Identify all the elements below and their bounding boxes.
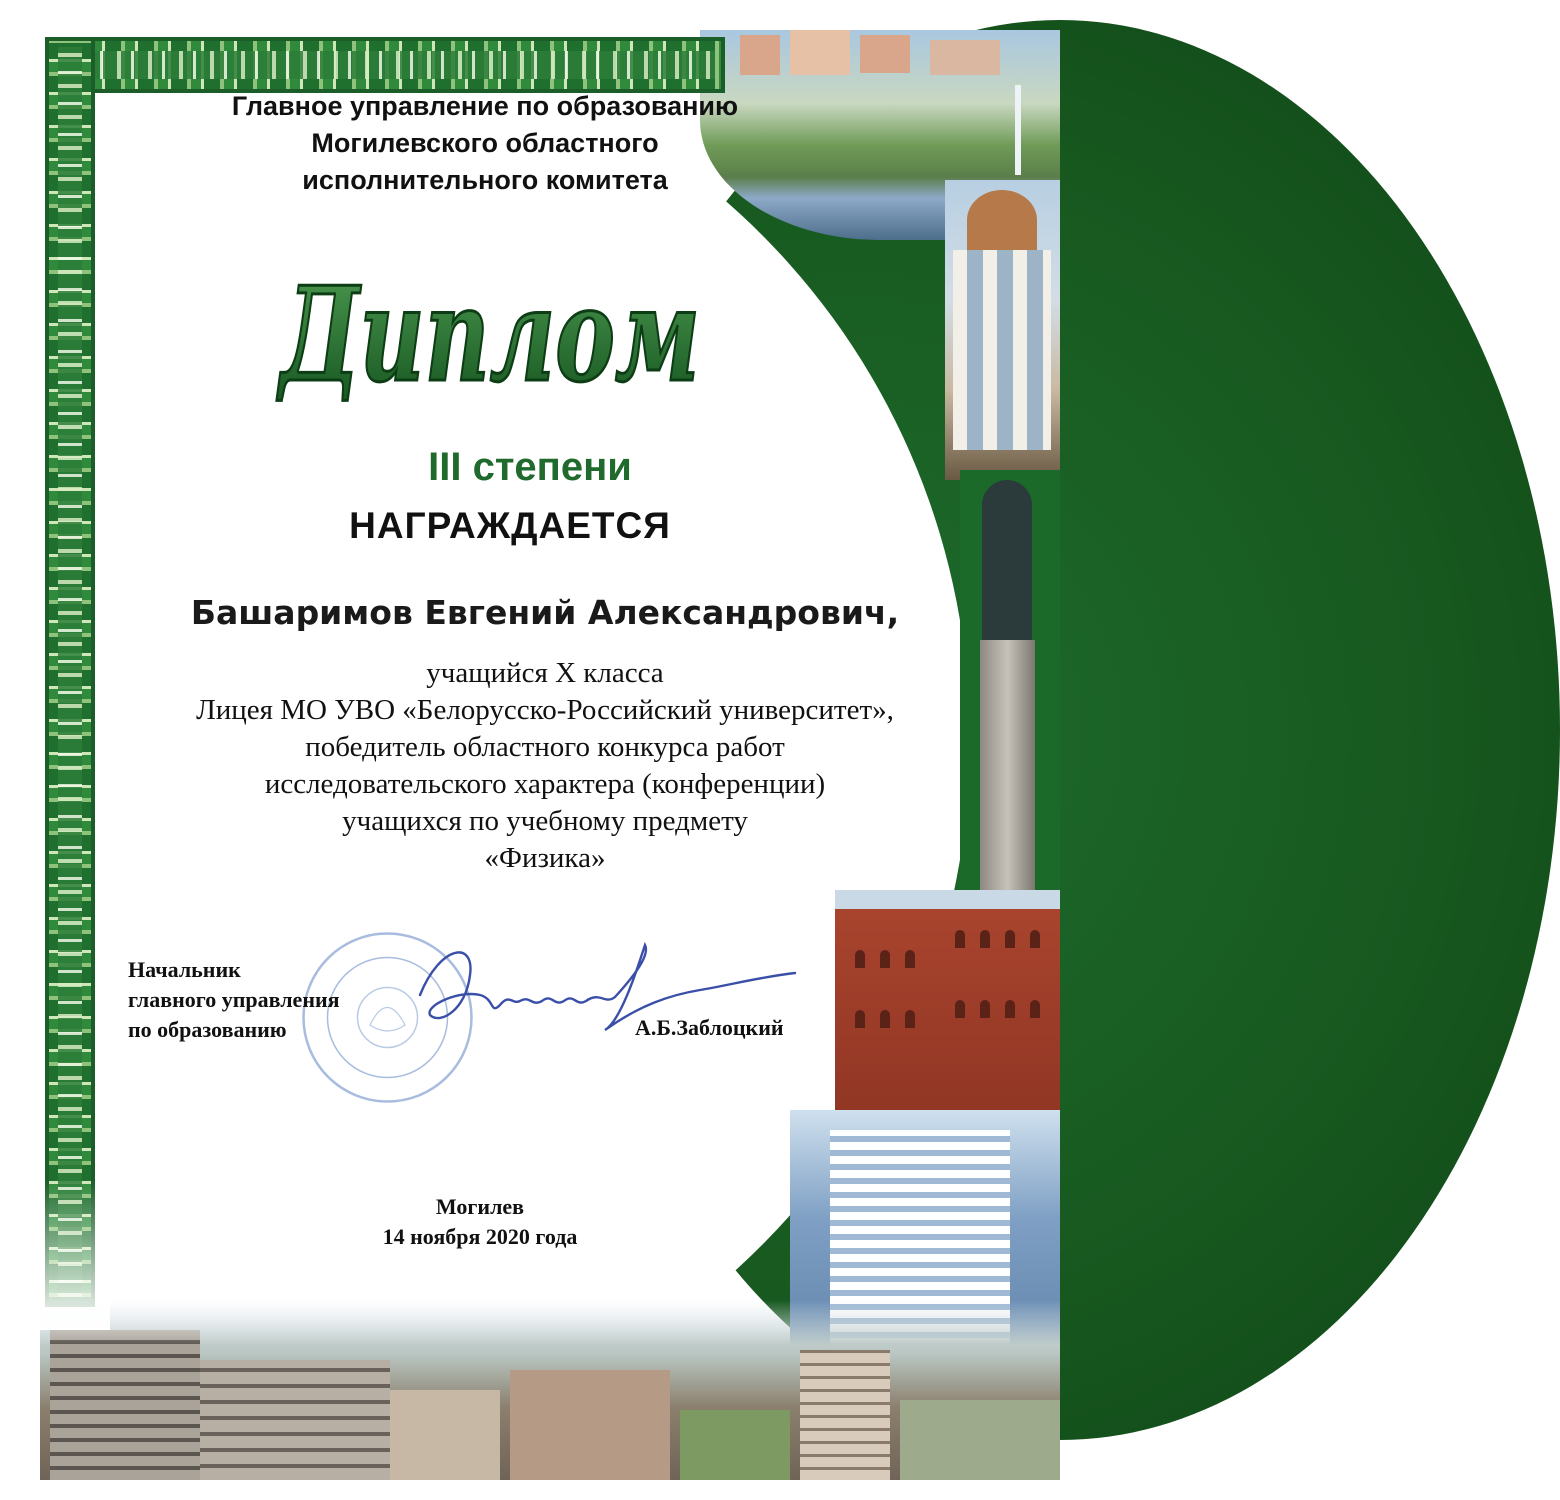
- rotunda-monument-photo: [945, 180, 1060, 480]
- date-label: 14 ноября 2020 года: [382, 1224, 578, 1249]
- awarded-heading: НАГРАЖДАЕТСЯ: [349, 505, 671, 546]
- issuer-line-3: исполнительного комитета: [302, 165, 668, 195]
- description-line: «Физика»: [484, 842, 606, 874]
- signer-title: [128, 955, 448, 1045]
- description-line: победитель областного конкурса работ: [305, 731, 785, 763]
- signer-title-line: по образованию: [128, 1017, 287, 1042]
- red-building-photo: [835, 890, 1060, 1130]
- description-line: учащийся X класса: [426, 657, 664, 689]
- signer-title-line: Начальник: [128, 957, 241, 982]
- issuer-header: [160, 88, 810, 199]
- signer-title-line: главного управления: [128, 987, 340, 1012]
- description-line: учащихся по учебному предмету: [342, 805, 748, 837]
- city-panorama-photo: [40, 1300, 1060, 1480]
- diploma-title-text: Диплом: [275, 258, 700, 411]
- city-label: Могилев: [435, 1194, 525, 1219]
- ornamental-border-top-icon: [45, 37, 725, 93]
- award-description: [105, 655, 985, 877]
- signer-name: А.Б.Заблоцкий: [635, 1015, 784, 1040]
- issuer-line-2: Могилевского областного: [311, 128, 659, 158]
- issuer-line-1: Главное управление по образованию: [231, 91, 739, 121]
- recipient-name: Башаримов Евгений Александрович,: [190, 593, 900, 632]
- description-line: исследовательского характера (конференции): [264, 768, 826, 800]
- degree-label: III степени: [428, 445, 632, 489]
- border-fade: [40, 1180, 110, 1330]
- diploma-title: [270, 230, 710, 411]
- ornamental-border-left-icon: [45, 37, 95, 1307]
- place-and-date: [330, 1192, 630, 1252]
- description-line: Лицея МО УВО «Белорусско-Российский университет»,: [196, 694, 894, 726]
